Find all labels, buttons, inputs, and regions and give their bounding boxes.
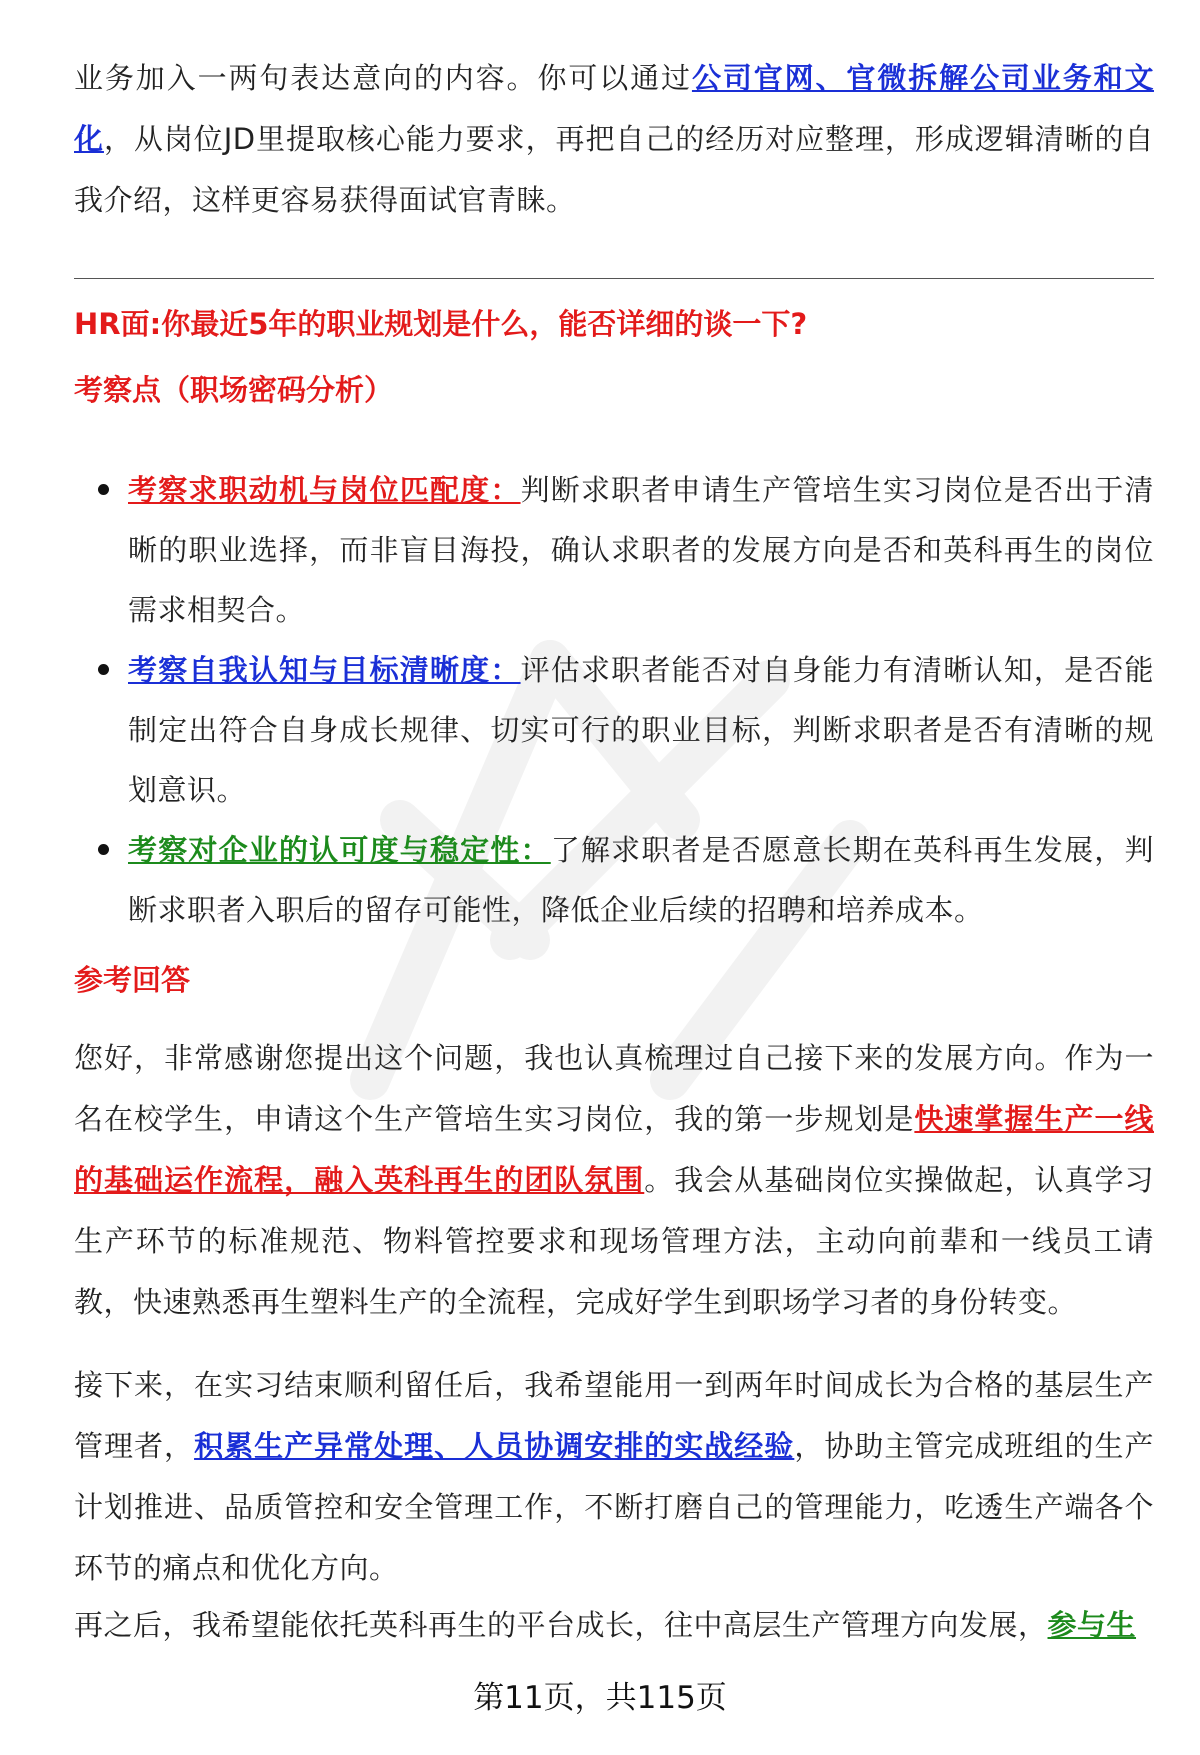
answer-paragraph-2: [74, 1355, 1154, 1599]
answer-p1-highlight: 快速掌握生产一线的基础运作流程，融入英科再生的团队氛围: [74, 1102, 1154, 1197]
intro-text-start: 业务加入一两句表达意向的内容。你可以通过: [74, 61, 692, 95]
answer-p3-start: 再之后，我希望能依托英科再生的平台成长，往中高层生产管理方向发展，: [74, 1608, 1048, 1642]
analysis-bullet-2: [74, 640, 1154, 820]
intro-section: [74, 48, 1154, 231]
analysis-heading: 考察点（职场密码分析）: [74, 373, 394, 407]
answer-p2-end: ，协助主管完成班组的生产计划推进、品质管控和安全管理工作，不断打磨自己的管理能力，吃透生产端各个环节的痛点和优化方向。: [74, 1429, 1154, 1585]
bullet-text-3: 了解求职者是否愿意长期在英科再生发展，判断求职者入职后的留存可能性，降低企业后续的招聘和培养成本。: [128, 833, 1154, 927]
bullet-label-3: 考察对企业的认可度与稳定性：: [128, 833, 551, 867]
answer-p1-end: 。我会从基础岗位实操做起，认真学习生产环节的标准规范、物料管控要求和现场管理方法，主动向前辈和一线员工请教，快速熟悉再生塑料生产的全流程，完成好学生到职场学习者的身份转变。: [74, 1163, 1154, 1319]
answer-p2-start: 接下来，在实习结束顺利留任后，我希望能用一到两年时间成长为合格的基层生产管理者，: [74, 1368, 1154, 1463]
answer-p3-highlight: 参与生: [1047, 1608, 1137, 1642]
bullet-label-1: 考察求职动机与岗位匹配度：: [128, 473, 521, 507]
page-number: 第11页，共115页: [473, 1680, 727, 1716]
answer-paragraph-2-text: [74, 1355, 1154, 1599]
bullet-dot-icon: [98, 844, 109, 855]
analysis-bullet-list: [74, 460, 1154, 940]
bullet-label-2: 考察自我认知与目标清晰度：: [128, 653, 521, 687]
answer-paragraph-1: [74, 1028, 1154, 1333]
bullet-dot-icon: [98, 484, 109, 495]
bullet-dot-icon: [98, 664, 109, 675]
bullet-text-2: 评估求职者能否对自身能力有清晰认知，是否能制定出符合自身成长规律、切实可行的职业目标，判断求职者是否有清晰的规划意识。: [128, 653, 1154, 807]
answer-paragraph-1-text: [74, 1028, 1154, 1333]
answer-paragraph-3-text: [74, 1595, 1154, 1656]
intro-highlight: 公司官网、官微拆解公司业务和文化: [74, 61, 1154, 156]
answer-p1-start: 您好，非常感谢您提出这个问题，我也认真梳理过自己接下来的发展方向。作为一名在校学生，申请这个生产管培生实习岗位，我的第一步规划是: [74, 1041, 1154, 1136]
answer-paragraph-3: [74, 1595, 1154, 1656]
intro-text-end: ，从岗位JD里提取核心能力要求，再把自己的经历对应整理，形成逻辑清晰的自我介绍，这样更容易获得面试官青睐。: [74, 122, 1154, 217]
answer-p2-highlight: 积累生产异常处理、人员协调安排的实战经验: [194, 1429, 795, 1463]
intro-paragraph: [74, 48, 1154, 231]
question-title: HR面:你最近5年的职业规划是什么，能否详细的谈一下?: [74, 307, 808, 341]
analysis-bullet-3: [74, 820, 1154, 940]
answer-heading: 参考回答: [74, 963, 191, 997]
bullet-text-1: 判断求职者申请生产管培生实习岗位是否出于清晰的职业选择，而非盲目海投，确认求职者的发展方向是否和英科再生的岗位需求相契合。: [128, 473, 1154, 627]
section-divider: [74, 278, 1154, 279]
analysis-bullet-1: [74, 460, 1154, 640]
